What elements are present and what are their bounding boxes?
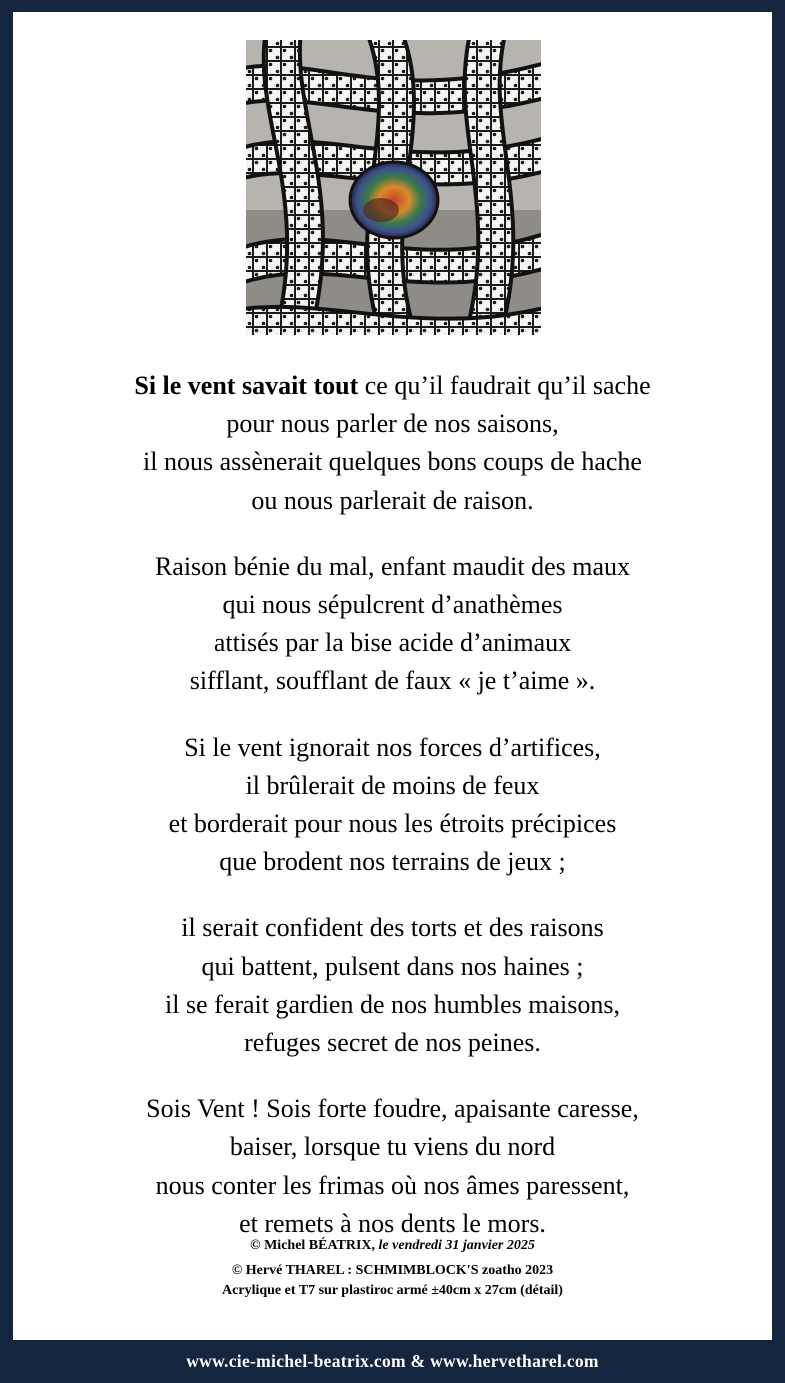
poem-line-text: ce qu’il faudrait qu’il sache [358, 371, 651, 400]
author-date: le vendredi 31 janvier 2025 [375, 1238, 535, 1253]
stanza-3 [13, 729, 772, 882]
poem-line: ou nous parlerait de raison. [251, 485, 534, 515]
poem-line: il se ferait gardien de nos humbles maisons, [165, 989, 620, 1019]
poem-line: et remets à nos dents le mors. [239, 1208, 546, 1238]
author-name: © Michel BÉATRIX, [250, 1238, 376, 1253]
poem-line: baiser, lorsque tu viens du nord [229, 1132, 556, 1162]
poem-line: qui nous sépulcrent d’anathèmes [222, 590, 563, 620]
artwork-medium: Acrylique et T7 sur plastiroc armé ±40cm x 27cm (détail) [222, 1283, 563, 1298]
poem-line: il serait confident des torts et des raisons [181, 913, 604, 943]
poem-line: il brûlerait de moins de feux [245, 770, 540, 800]
footer-websites: www.cie-michel-beatrix.com & www.hervetharel.com [186, 1351, 599, 1371]
poem-line: refuges secret de nos peines. [244, 1028, 541, 1058]
poem-title-lead: Si le vent savait tout [134, 371, 359, 400]
artist-credit: © Hervé THAREL : SCHMIMBLOCK'S zoatho 2023 [231, 1263, 554, 1278]
poem-line: pour nous parler de nos saisons, [226, 409, 559, 439]
poem-line: nous conter les frimas où nos âmes paressent, [155, 1170, 630, 1200]
credits [13, 1236, 772, 1301]
poem-line: il nous assènerait quelques bons coups de hache [143, 447, 642, 477]
stanza-1 [13, 367, 772, 520]
poem-line: que brodent nos terrains de jeux ; [219, 847, 566, 877]
author-credit [13, 1236, 772, 1256]
artwork-image [246, 40, 541, 335]
poem-card [13, 12, 772, 1340]
poem-line: Raison bénie du mal, enfant maudit des maux [154, 551, 631, 581]
poem-line [13, 367, 772, 405]
poem-line: et borderait pour nous les étroits précipices [168, 809, 617, 839]
poem-line: attisés par la bise acide d’animaux [213, 628, 572, 658]
stanza-4 [13, 909, 772, 1062]
poem-line: qui battent, pulsent dans nos haines ; [201, 951, 584, 981]
poem-line: sifflant, soufflant de faux « je t’aime ». [189, 666, 596, 696]
poem [13, 367, 772, 1271]
poem-line: Sois Vent ! Sois forte foudre, apaisante caresse, [146, 1094, 639, 1124]
poem-line: Si le vent ignorait nos forces d’artifices, [184, 732, 601, 762]
stanza-2 [13, 548, 772, 701]
stanza-5 [13, 1090, 772, 1243]
